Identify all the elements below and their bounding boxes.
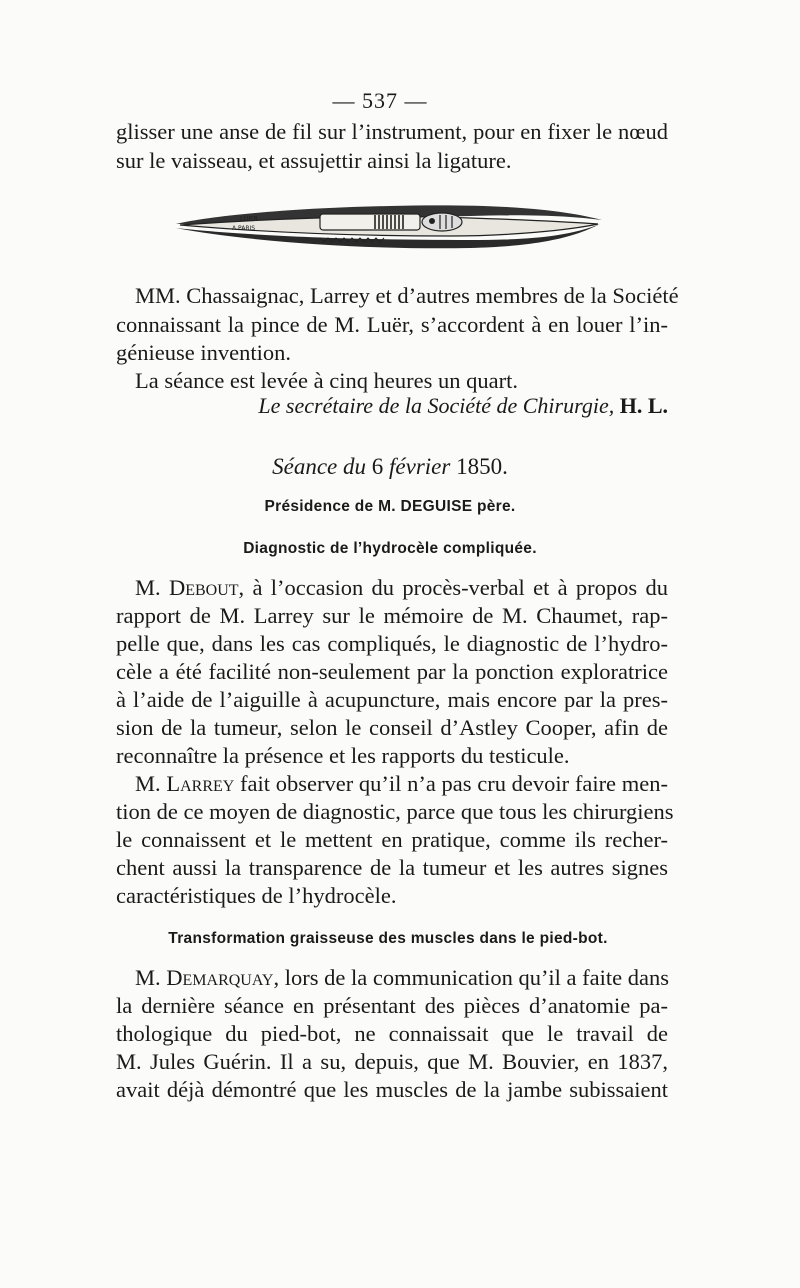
text-line: M. Larrey fait observer qu’il n’a pas cru devoir faire men- <box>135 771 668 796</box>
session-day: 6 <box>371 454 384 479</box>
text-line: tion de ce moyen de diagnostic, parce que tous les chirurgiens <box>116 799 674 824</box>
text-line: connaissant la pince de M. Luër, s’accordent à en louer l’in- <box>116 312 668 337</box>
forceps-illustration <box>170 194 610 256</box>
text-line: chent aussi la transparence de la tumeur et les autres signes <box>116 855 668 880</box>
section-heading: Transformation graisseuse des muscles dans le pied-bot. <box>168 930 608 947</box>
session-year: 1850. <box>456 454 508 479</box>
text-line: pelle que, dans les cas compliqués, le diagnostic de l’hydro- <box>116 631 668 656</box>
signature-initials: H. L. <box>619 393 668 418</box>
speaker-name: Demarquay <box>166 965 274 990</box>
engraving-text: LUER <box>240 215 258 223</box>
text-line: M. Jules Guérin. Il a su, depuis, que M. Bouvier, en 1837, <box>116 1049 668 1074</box>
text-line: glisser une anse de fil sur l’instrument, pour en fixer le nœud <box>116 119 668 144</box>
text-line: sur le vaisseau, et assujettir ainsi la ligature. <box>116 148 512 173</box>
speaker-name: Debout <box>168 575 239 600</box>
page-number: — 537 — <box>332 88 428 113</box>
text-line: thologique du pied-bot, ne connaissait que le travail de <box>116 1021 668 1046</box>
section-heading: Diagnostic de l’hydrocèle compliquée. <box>243 540 537 557</box>
session-prefix: Séance du <box>272 454 372 479</box>
text-line: la dernière séance en présentant des pièces d’anatomie pa- <box>116 993 668 1018</box>
text-line: sion de la tumeur, selon le conseil d’Astley Cooper, afin de <box>116 715 668 740</box>
text-line: caractéristiques de l’hydrocèle. <box>116 883 397 908</box>
text-line: avait déjà démontré que les muscles de la jambe subissaient <box>116 1077 668 1102</box>
signature-line <box>228 393 668 419</box>
text-line: M. Debout, à l’occasion du procès-verbal et à propos du <box>135 575 668 600</box>
text-line: le connaissent et le mettent en pratique, comme ils recher- <box>116 827 668 852</box>
text-line: M. Demarquay, lors de la communication qu’il a faite dans <box>135 965 670 990</box>
text-line: cèle a été facilité non-seulement par la ponction exploratrice <box>116 659 668 684</box>
text-line: rapport de M. Larrey sur le mémoire de M. Chaumet, rap- <box>116 603 668 628</box>
text-line: reconnaître la présence et les rapports du testicule. <box>116 743 570 768</box>
text-line: La séance est levée à cinq heures un quart. <box>135 368 518 393</box>
text-line: à l’aide de l’aiguille à acupuncture, mais encore par la pres- <box>116 687 668 712</box>
session-title <box>0 454 780 480</box>
text-line: génieuse invention. <box>116 340 291 365</box>
speaker-name: Larrey <box>166 771 235 796</box>
presidency-line: Présidence de M. DEGUISE père. <box>264 498 516 515</box>
session-month: février <box>383 454 457 479</box>
engraving-text: A PARIS <box>232 225 256 232</box>
signature-text: Le secrétaire de la Société de Chirurgie, <box>258 393 615 418</box>
text-line: MM. Chassaignac, Larrey et d’autres membres de la Société <box>135 283 679 308</box>
